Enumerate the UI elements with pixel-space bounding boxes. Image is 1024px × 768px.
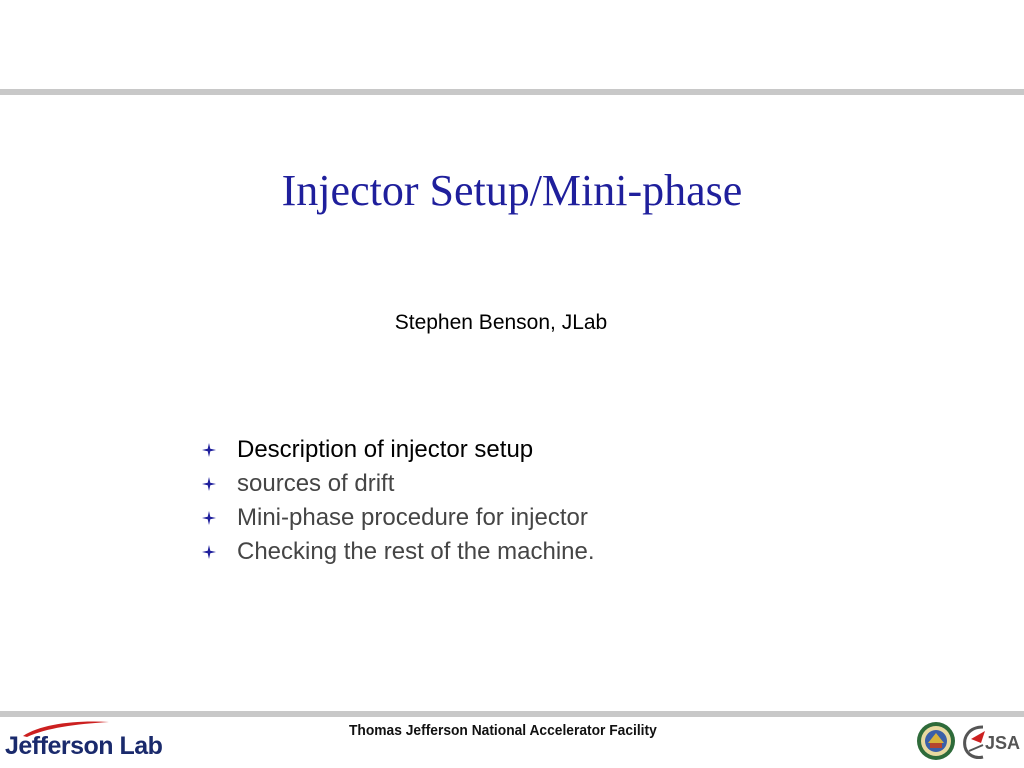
slide-subtitle: Stephen Benson, JLab — [394, 311, 608, 334]
bullet-item — [202, 535, 595, 569]
slide-title: Injector Setup/Mini-phase — [281, 166, 743, 215]
bottom-divider — [0, 711, 1024, 717]
four-point-star-icon — [202, 511, 216, 525]
four-point-star-icon — [202, 545, 216, 559]
footer-organization: Thomas Jefferson National Accelerator Facility — [349, 722, 657, 739]
four-point-star-icon — [202, 443, 216, 457]
bullet-text: Mini-phase procedure for injector — [237, 504, 588, 531]
bullet-text: Checking the rest of the machine. — [237, 538, 595, 565]
jefferson-lab-wordmark: Jefferson Lab — [5, 732, 163, 760]
bullet-text: sources of drift — [237, 470, 395, 497]
jsa-logo — [961, 721, 1021, 763]
bullet-item — [202, 501, 595, 535]
jefferson-lab-logo — [5, 720, 165, 764]
doe-seal-icon — [916, 721, 956, 761]
bullet-list — [202, 433, 595, 569]
bullet-item — [202, 433, 595, 467]
jsa-mark-icon — [961, 721, 1021, 763]
bullet-item — [202, 467, 595, 501]
bullet-text: Description of injector setup — [237, 436, 534, 463]
four-point-star-icon — [202, 477, 216, 491]
top-divider — [0, 89, 1024, 95]
jsa-text: JSA — [985, 733, 1021, 753]
